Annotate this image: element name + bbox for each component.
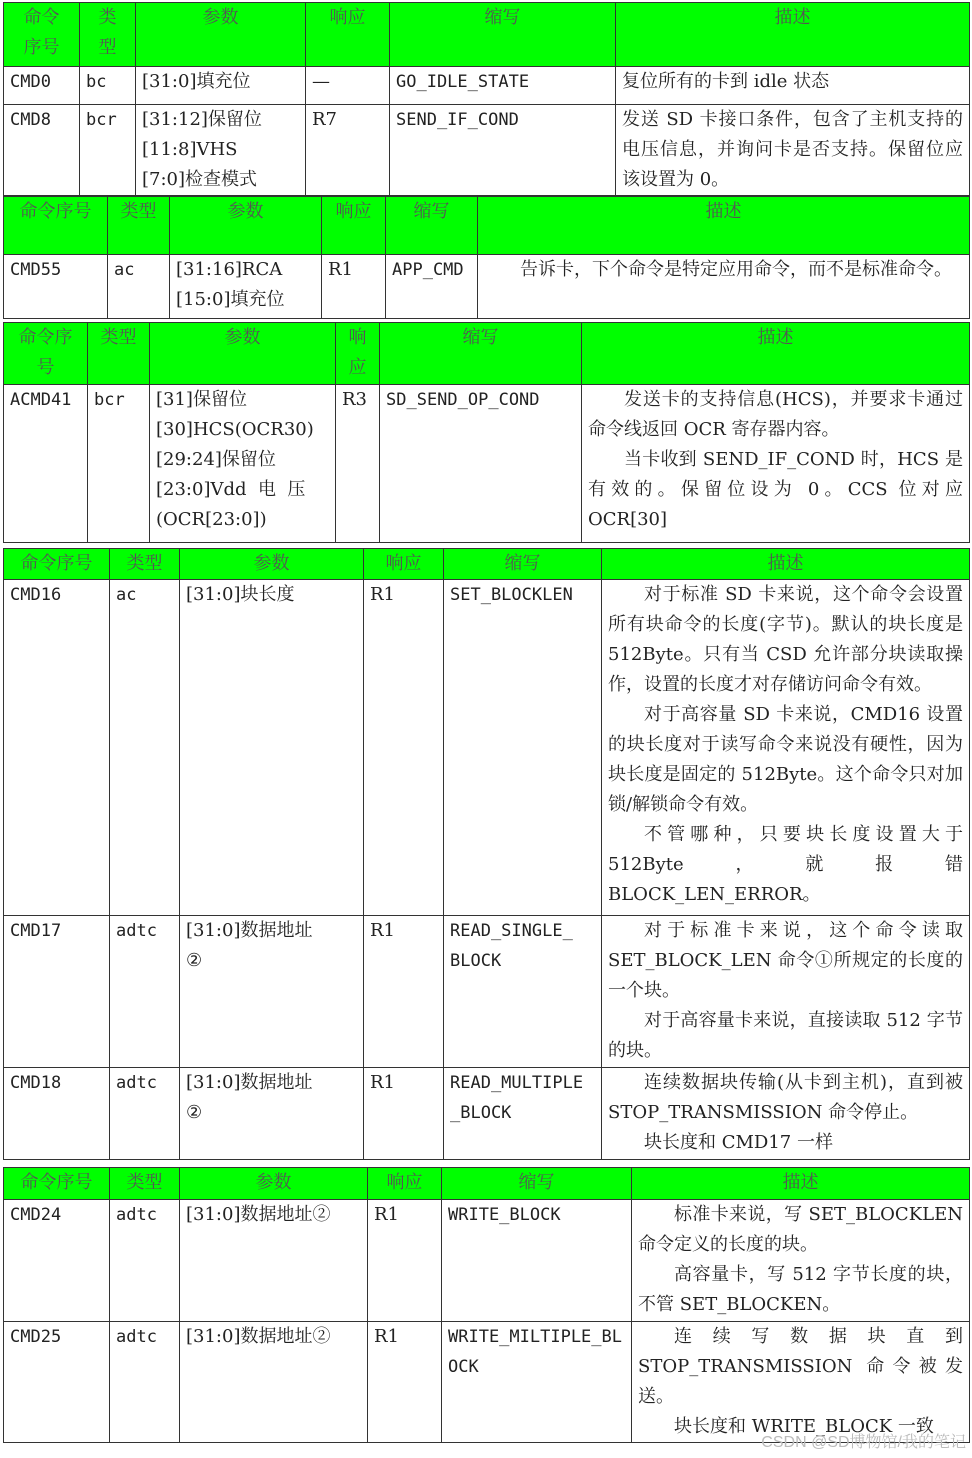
watermark: CSDN @SD博物馆/我的笔记 [761,1434,966,1451]
table-header-row [4,1168,970,1200]
abbr-cell [390,105,616,196]
header-cell [108,197,170,255]
params-cell [180,1200,368,1322]
cell-line: 块长度和 WRITE_BLOCK 一致 [674,1416,934,1437]
abbr-cell [444,916,602,1068]
table-row [4,255,970,319]
header-text: 类型 [126,553,163,574]
params-cell [180,1068,364,1160]
header-text: 参数 [255,1172,292,1193]
cell-line: ② [186,950,203,971]
cell-line: READ_MULTIPLE [450,1073,584,1093]
response-cell: R1 [368,1322,442,1443]
params-cell [136,67,306,105]
header-cell [442,1168,632,1200]
header-cell [616,3,970,67]
header-text: 响应 [329,7,366,28]
command-table [3,2,970,196]
cell-line: ② [186,1102,203,1123]
cell-line: [31:0]数据地址 [186,920,313,941]
header-text: 参数 [224,327,261,348]
header-text: 参数 [227,201,264,222]
table-row [4,1200,970,1322]
header-text: 命令 [23,7,60,28]
type-cell: bcr [88,385,150,543]
command-cell: CMD8 [4,105,80,196]
response-cell: R1 [368,1200,442,1322]
cell-line: SD_SEND_OP_COND [386,390,540,410]
table-header-row [4,549,970,580]
abbr-cell [442,1200,632,1322]
cell-line: [31:0]数据地址 [186,1072,313,1093]
header-cell [170,197,322,255]
header-cell [368,1168,442,1200]
cell-line: READ_SINGLE_ [450,921,573,941]
header-cell [4,197,108,255]
header-cell [4,549,110,580]
header-cell [150,323,336,385]
type-cell: adtc [110,1068,180,1160]
table-row [4,1068,970,1160]
cell-line: [7:0]检查模式 [142,169,258,190]
response-cell: R1 [322,255,386,319]
header-cell [88,323,150,385]
desc-cell [582,385,970,543]
params-cell [170,255,322,319]
response-cell: R3 [336,385,380,543]
header-cell [380,323,582,385]
header-text: 命令序号 [20,1172,93,1193]
response-cell: R1 [364,916,444,1068]
command-cell: CMD16 [4,580,110,916]
command-cell: CMD18 [4,1068,110,1160]
cell-line: 对于标准卡来说，这个命令读取SET_BLOCK_LEN 命令①所规定的长度的一个块。 [608,920,963,1001]
cell-line: WRITE_MILTIPLE_BL [448,1327,622,1347]
header-text: 类型 [120,201,157,222]
params-cell [180,916,364,1068]
cell-line: 对于标准 SD 卡来说，这个命令会设置所有块命令的长度(字节)。默认的块长度是 512Byte。只有当 CSD 允许部分块读取操作，设置的长度才对存储访问命令有效。 [608,584,969,695]
header-cell [136,3,306,67]
header-cell [4,3,80,67]
abbr-cell [442,1322,632,1443]
cell-line: SET_BLOCKLEN [450,585,573,605]
header-cell [390,3,616,67]
type-cell: adtc [110,1200,180,1322]
desc-cell [632,1322,970,1443]
cell-line: 标准卡来说，写 SET_BLOCKLEN 命令定义的长度的块。 [638,1204,969,1255]
table-header-row [4,323,970,385]
cell-line: [15:0]填充位 [176,289,285,310]
cell-line: [23:0]Vdd 电 压 [156,479,306,500]
header-cell [110,549,180,580]
header-cell [602,549,970,580]
response-cell: R1 [364,580,444,916]
command-cell: CMD25 [4,1322,110,1443]
header-cell [180,549,364,580]
desc-cell [602,916,970,1068]
header-text: 缩写 [484,7,521,28]
command-table [3,1167,970,1443]
response-cell: — [306,67,390,105]
header-text: 响 [348,327,367,348]
desc-cell [602,580,970,916]
cell-line: [31:0]数据地址② [186,1326,331,1347]
header-text: 缩写 [462,327,499,348]
header-cell [632,1168,970,1200]
cell-line: [29:24]保留位 [156,449,276,470]
table-header-row [4,3,970,67]
command-cell: CMD0 [4,67,80,105]
cell-line: [31:0]填充位 [142,71,251,92]
header-text: 描述 [774,7,811,28]
desc-cell [616,105,970,196]
command-cell: CMD17 [4,916,110,1068]
header-text: 命令序号 [20,553,93,574]
cell-line: GO_IDLE_STATE [396,72,530,92]
table-header-row [4,197,970,255]
header-text: 响应 [385,553,422,574]
cell-line: 当卡收到 SEND_IF_COND 时，HCS 是有效的。保留位设为 0。CCS 位对应 OCR[30] [588,449,969,530]
header-text: 参数 [202,7,239,28]
header-text: 命令序 [18,327,73,348]
type-cell: ac [110,580,180,916]
header-cell [110,1168,180,1200]
type-cell: adtc [110,1322,180,1443]
cell-line: 高容量卡，写 512 字节长度的块，不管 SET_BLOCKEN。 [638,1264,963,1315]
cell-line: WRITE_BLOCK [448,1205,561,1225]
command-cell: ACMD41 [4,385,88,543]
header-cell [478,197,970,255]
header-text: 响应 [386,1172,423,1193]
header-cell [306,3,390,67]
type-cell: ac [108,255,170,319]
command-table [3,196,970,319]
table-row [4,105,970,196]
header-text: 描述 [757,327,794,348]
header-text: 号 [36,357,55,378]
header-cell [180,1168,368,1200]
params-cell [136,105,306,196]
command-cell: CMD55 [4,255,108,319]
command-cell: CMD24 [4,1200,110,1322]
cell-line: BLOCK [450,951,502,971]
header-cell [4,1168,110,1200]
table-row [4,580,970,916]
type-cell: adtc [110,916,180,1068]
header-text: 参数 [253,553,290,574]
cell-line: [31:12]保留位 [142,109,262,130]
header-text: 应 [348,357,367,378]
header-cell [364,549,444,580]
desc-cell [616,67,970,105]
abbr-cell [444,1068,602,1160]
cell-line: [30]HCS(OCR30) [156,419,314,440]
cell-line: 连 续 写 数 据 块 直 到STOP_TRANSMISSION 命令被发送。 [638,1326,963,1407]
cell-line: 块长度和 CMD17 一样 [644,1132,833,1153]
cell-line: 发送 SD 卡接口条件，包含了主机支持的电压信息，并询问卡是否支持。保留位应该设置为 0。 [622,109,963,190]
params-cell [180,1322,368,1443]
header-text: 序号 [23,37,60,58]
header-cell [336,323,380,385]
header-cell [80,3,136,67]
cell-line: [31:16]RCA [176,259,283,280]
header-text: 型 [98,37,117,58]
cell-line: 对于高容量卡来说，直接读取 512 字节的块。 [608,1010,963,1061]
cell-line: 不管哪种，只要块长度设置大于512Byte，就报错 BLOCK_LEN_ERROR。 [608,824,969,905]
cell-line: 告诉卡，下个命令是特定应用命令，而不是标准命令。 [520,259,952,280]
header-text: 描述 [782,1172,819,1193]
header-text: 类型 [100,327,137,348]
header-text: 描述 [705,201,742,222]
header-text: 类型 [126,1172,163,1193]
params-cell [150,385,336,543]
abbr-cell [444,580,602,916]
desc-cell [478,255,970,319]
cell-line: 复位所有的卡到 idle 状态 [622,71,830,92]
cell-line: (OCR[23:0]) [156,509,267,530]
header-text: 缩写 [518,1172,555,1193]
cell-line: 发送卡的支持信息(HCS)，并要求卡通过命令线返回 OCR 寄存器内容。 [588,389,963,440]
header-text: 缩写 [413,201,450,222]
table-row [4,385,970,543]
abbr-cell [386,255,478,319]
header-text: 响应 [335,201,372,222]
header-text: 类 [98,7,117,28]
cell-line: OCK [448,1357,479,1377]
desc-cell [602,1068,970,1160]
header-cell [386,197,478,255]
type-cell: bc [80,67,136,105]
cell-line: [31:0]数据地址② [186,1204,331,1225]
table-row [4,916,970,1068]
desc-cell [632,1200,970,1322]
response-cell: R7 [306,105,390,196]
cell-line: APP_CMD [392,260,464,280]
cell-line: 对于高容量 SD 卡来说，CMD16 设置的块长度对于读写命令来说没有硬性，因为块长度是固定的 512Byte。这个命令只对加锁/解锁命令有效。 [608,704,963,815]
header-text: 命令序号 [19,201,92,222]
response-cell: R1 [364,1068,444,1160]
command-table [3,548,970,1160]
cell-line: [31:0]块长度 [186,584,295,605]
table-row [4,67,970,105]
header-text: 描述 [767,553,804,574]
header-cell [322,197,386,255]
abbr-cell [390,67,616,105]
cell-line: _BLOCK [450,1103,512,1123]
header-cell [582,323,970,385]
command-table [3,322,970,543]
abbr-cell [380,385,582,543]
header-cell [444,549,602,580]
type-cell: bcr [80,105,136,196]
cell-line: SEND_IF_COND [396,110,519,130]
params-cell [180,580,364,916]
header-cell [4,323,88,385]
cell-line: [11:8]VHS [142,139,238,160]
table-row [4,1322,970,1443]
cell-line: [31]保留位 [156,389,247,410]
header-text: 缩写 [504,553,541,574]
cell-line: 连续数据块传输(从卡到主机)，直到被 STOP_TRANSMISSION 命令停止。 [608,1072,969,1123]
